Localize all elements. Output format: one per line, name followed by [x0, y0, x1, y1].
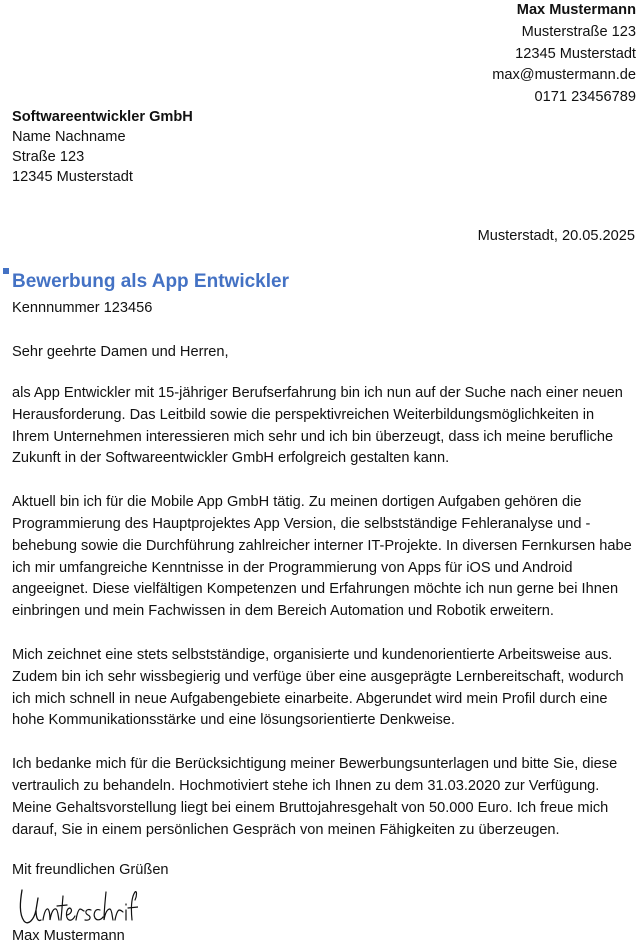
signer-name: Max Mustermann [12, 928, 125, 944]
body-paragraph: Ich bedanke mich für die Berücksichtigung meiner Bewerbungsunterlagen und bitte Sie, diese vertraulich zu behandeln. Hochmotiviert stehe ich Ihnen zu dem 31.03.2020 zur Verfügung. Meine Gehaltsvorstellung liegt bei einem Bruttojahresgehalt von 50.000 Euro. Ich freue mich darauf, Sie in einem persönlichen Gespräch von meinen Fähigkeiten zu überzeugen. [12, 756, 618, 838]
closing-phrase: Mit freundlichen Grüßen [12, 862, 169, 878]
sender-name: Max Mustermann [516, 2, 636, 18]
letter-subject: Bewerbung als App Entwickler [12, 271, 289, 292]
sender-street: Musterstraße 123 [521, 23, 636, 40]
body-paragraph: Mich zeichnet eine stets selbstständige, organisierte und kundenorientierte Arbeitsweise aus. Zudem bin ich sehr wissbegierig und verfüge über eine ausgeprägte Lernbereitschaft, wodurch ich mich schnell in neue Aufgabengebiete einarbeite. Abgerundet wird mein Profil durch eine hohe Kommunikationsstärke und eine lösungsorientierte Denkweise. [12, 646, 624, 729]
handwritten-signature [14, 884, 138, 928]
sender-phone: 0171 23456789 [534, 89, 636, 106]
reference-number: Kennnummer 123456 [12, 300, 153, 316]
recipient-contact: Name Nachname [12, 129, 126, 145]
body-paragraph: als App Entwickler mit 15-jähriger Berufserfahrung bin ich nun auf der Suche nach einer neuen Herausforderung. Das Leitbild sowie die perspektivreichen Weiterbildungsmöglichkeiten in Ihrem Unternehmen interessieren mich sehr und ich bin überzeugt, dass ich meine berufliche Zukunft in der Softwareentwickler GmbH erfolgreich gestalten kann. [12, 385, 623, 467]
salutation: Sehr geehrte Damen und Herren, [12, 344, 229, 360]
sender-email: max@mustermann.de [492, 67, 636, 84]
sender-address-block [492, 0, 636, 109]
recipient-address-block [12, 107, 193, 187]
body-paragraph: Aktuell bin ich für die Mobile App GmbH tätig. Zu meinen dortigen Aufgaben gehören die Programmierung des Hauptprojektes App Version, die selbstständige Fehleranalyse und -behebung sowie die Durchführung zahlreicher interner IT-Projekte. In diversen Fernkursen habe ich mir umfangreiche Kenntnisse in der Programmierung von Apps für iOS und Android angeeignet. Diese vielfältigen Kompetenzen und Erfahrungen möchte ich nun gerne bei Ihnen einbringen und mein Fachwissen in dem Bereich Automation und Robotik erweitern. [12, 494, 632, 620]
letter-date: Musterstadt, 20.05.2025 [477, 228, 635, 244]
recipient-company: Softwareentwickler GmbH [12, 109, 193, 125]
subject-marker-icon [3, 268, 9, 274]
recipient-street: Straße 123 [12, 149, 85, 165]
recipient-city: 12345 Musterstadt [12, 169, 133, 185]
sender-city: 12345 Musterstadt [515, 45, 636, 62]
letter-body [12, 383, 634, 863]
